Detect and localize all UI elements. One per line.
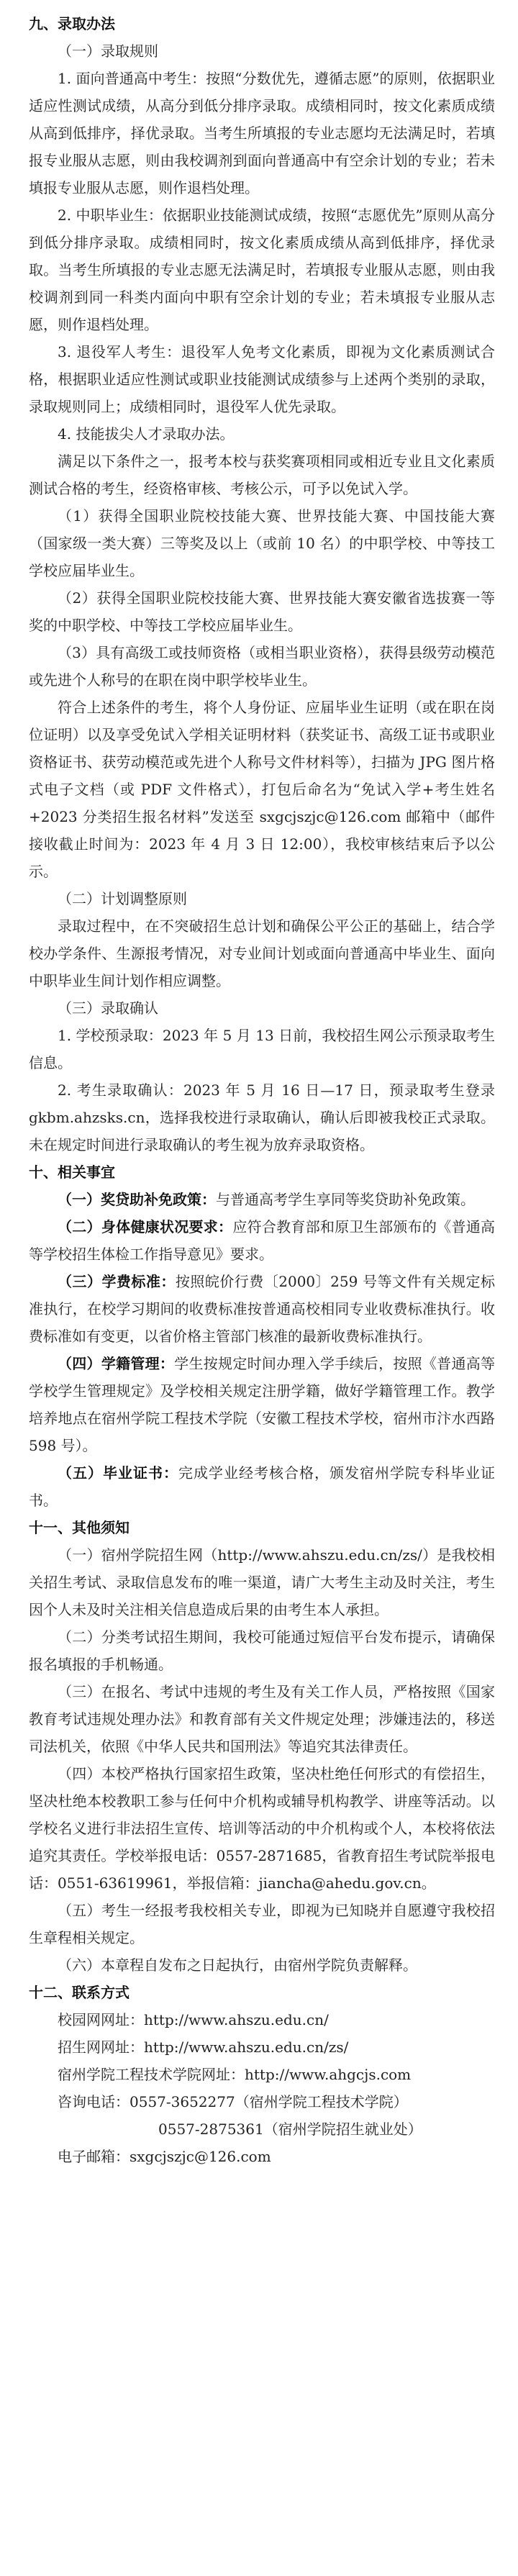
paragraph: 1. 学校预录取：2023 年 5 月 13 日前，我校招生网公示预录取考生信息。	[29, 1027, 495, 1071]
policy-label: （四）学籍管理：	[58, 1355, 175, 1372]
paragraph: （3）具有高级工或技师资格（或相当职业资格），获得县级劳动模范或先进个人称号的在职在岗中职学校毕业生。	[29, 644, 495, 689]
paragraph: （一）宿州学院招生网（http://www.ahszu.edu.cn/zs/）是我校相关招生考试、录取信息发布的唯一渠道，请广大考生主动及时关注，考生因个人未及时关注相关信息造成后果的由考生本人承担。	[29, 1546, 495, 1618]
subsection-heading: （二）计划调整原则	[58, 890, 187, 907]
contact-line: 咨询电话：0557-3652277（宿州学院工程技术学院）	[58, 2093, 408, 2110]
paragraph: 满足以下条件之一，报考本校与获奖赛项相同或相近专业且文化素质测试合格的考生，经资格审核、考核公示，可予以免试入学。	[29, 453, 495, 497]
contact-line: 0557-2875361（宿州学院招生就业处）	[158, 2121, 422, 2138]
paragraph: （二）分类考试招生期间，我校可能通过短信平台发布提示，请确保报名填报的手机畅通。	[29, 1628, 495, 1673]
paragraph: 2. 中职毕业生：依据职业技能测试成绩，按照“志愿优先”原则从高分到低分排序录取。成绩相同时，按文化素质成绩从高到低排序，择优录取。当考生所填报的专业志愿无法满足时，若填报专业服从志愿，则由我校调剂到同一科类内面向中职有空余计划的专业；若未填报专业服从志愿，则作退档处理。	[29, 207, 495, 333]
policy-paragraph	[29, 1213, 495, 1268]
paragraph: （三）在报名、考试中违规的考生及有关工作人员，严格按照《国家教育考试违规处理办法》和教育部有关文件规定处理；涉嫌违法的，移送司法机关，依照《中华人民共和国刑法》等追究其法律责任。	[29, 1683, 495, 1755]
paragraph: （2）获得全国职业院校技能大赛、世界技能大赛安徽省选拔赛一等奖的中职学校、中等技工学校应届毕业生。	[29, 589, 495, 634]
contact-line: 校园网网址：http://www.ahszu.edu.cn/	[58, 2011, 329, 2028]
paragraph: 符合上述条件的考生，将个人身份证、应届毕业生证明（或在职在岗位证明）以及享受免试入学相关证明材料（获奖证书、高级工证书或职业资格证书、获劳动模范或先进个人称号文件材料等），扫描为 JPG 图片格式电子文档（或 PDF 文件格式），打包后命名为“免试入学+考生姓名+2023 分类招生报名材料”发送至 sxgcjszjc@126.com 邮箱中（邮件接收截止时间为：2023 年 4 月 3 日 12:00），我校审核结束后予以公示。	[29, 699, 495, 880]
section-heading: 十二、联系方式	[29, 1984, 130, 2001]
policy-text: 学生按规定时间办理入学手续后，按照《普通高等学校学生管理规定》及学校相关规定注册学籍，做好学籍管理工作。教学培养地点在宿州学院工程技术学院（安徽工程技术学校，宿州市汴水西路 598 号）。	[29, 1355, 496, 1454]
policy-text: 完成学业经考核合格，颁发宿州学院专科毕业证书。	[29, 1464, 495, 1509]
contact-line: 宿州学院工程技术学院网址：http://www.ahgcjs.com	[58, 2066, 412, 2083]
policy-label: （一）奖贷助补免政策：	[58, 1191, 216, 1208]
policy-paragraph	[29, 1186, 495, 1213]
contact-line: 招生网网址：http://www.ahszu.edu.cn/zs/	[58, 2038, 349, 2056]
policy-label: （二）身体健康状况要求：	[58, 1218, 233, 1235]
paragraph: 4. 技能拔尖人才录取办法。	[58, 425, 235, 443]
policy-paragraph	[29, 1350, 495, 1459]
section-heading: 九、录取办法	[29, 15, 115, 32]
policy-label: （五）毕业证书：	[58, 1464, 178, 1482]
paragraph: （四）本校严格执行国家招生政策，坚决杜绝任何形式的有偿招生，坚决杜绝本校教职工参与任何中介机构或辅导机构教学、讲座等活动。以学校名义进行非法招生宣传、培训等活动的中介机构或个人，本校将依法追究其责任。学校举报电话：0557-2871685，省教育招生考试院举报电话：0551-63619961，举报信箱：jiancha@ahedu.gov.cn。	[29, 1765, 495, 1892]
policy-paragraph	[29, 1459, 495, 1514]
paragraph: （1）获得全国职业院校技能大赛、世界技能大赛、中国技能大赛（国家级一类大赛）三等奖及以上（或前 10 名）的中职学校、中等技工学校应届毕业生。	[29, 507, 495, 579]
policy-text: 按照皖价行费〔2000〕259 号等文件有关规定标准执行，在校学习期间的收费标准按普通高校相同专业收费标准执行。收费标准如有变更，以省价格主管部门核准的最新收费标准执行。	[29, 1273, 496, 1345]
contact-line: 电子邮箱：sxgcjszjc@126.com	[58, 2148, 271, 2165]
policy-paragraph	[29, 1268, 495, 1350]
subsection-heading: （三）录取确认	[58, 999, 158, 1017]
section-heading: 十一、其他须知	[29, 1519, 130, 1536]
paragraph: （五）考生一经报考我校相关专业，即视为已知晓并自愿遵守我校招生章程相关规定。	[29, 1902, 495, 1946]
policy-text: 与普通高考学生享同等奖贷助补免政策。	[216, 1191, 475, 1208]
policy-text: 应符合教育部和原卫生部颁布的《普通高等学校招生体检工作指导意见》要求。	[29, 1218, 496, 1263]
subsection-heading: （一）录取规则	[58, 42, 158, 60]
paragraph: 1. 面向普通高中考生：按照“分数优先，遵循志愿”的原则，依据职业适应性测试成绩，从高分到低分排序录取。成绩相同时，按文化素质成绩从高到低排序，择优录取。当考生所填报的专业志愿均无法满足时，若填报专业服从志愿，则由我校调剂到面向普通高中有空余计划的专业；若未填报专业服从志愿，则作退档处理。	[29, 70, 495, 196]
policy-label: （三）学费标准：	[58, 1273, 176, 1290]
section-heading: 十、相关事宜	[29, 1164, 115, 1181]
paragraph: （六）本章程自发布之日起执行，由宿州学院负责解释。	[58, 1956, 417, 1974]
paragraph: 录取过程中，在不突破招生总计划和确保公平公正的基础上，结合学校办学条件、生源报考情况，对专业间计划或面向普通高中毕业生、面向中职毕业生间计划作相应调整。	[29, 917, 495, 989]
paragraph: 3. 退役军人考生：退役军人免考文化素质，即视为文化素质测试合格，根据职业适应性测试或职业技能测试成绩参与上述两个类别的录取，录取规则同上；成绩相同时，退役军人优先录取。	[29, 343, 495, 415]
paragraph: 2. 考生录取确认：2023 年 5 月 16 日—17 日，预录取考生登录 gkbm.ahzsks.cn，选择我校进行录取确认，确认后即被我校正式录取。未在规定时间进行录取确认的考生视为放弃录取资格。	[29, 1081, 495, 1153]
